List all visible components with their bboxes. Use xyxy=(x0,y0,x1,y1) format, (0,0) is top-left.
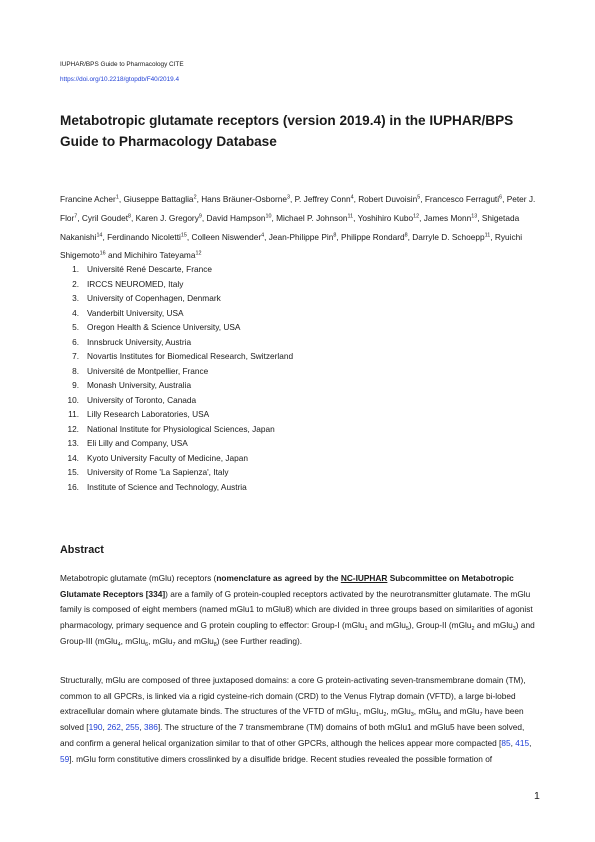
affiliation-item xyxy=(60,465,540,480)
affiliation-item xyxy=(60,364,540,379)
author-name: Robert Duvoisin xyxy=(358,194,418,204)
author xyxy=(123,194,196,204)
affiliation-text: Université René Descarte, France xyxy=(87,264,212,274)
author xyxy=(201,194,290,204)
affiliation-number: 1. xyxy=(72,264,79,274)
affiliation-text: University of Rome 'La Sapienza', Italy xyxy=(87,467,229,477)
author-affiliation-ref: 11 xyxy=(347,213,354,220)
author-name: Shigetada Nakanishi xyxy=(60,212,520,242)
affiliation-item xyxy=(60,393,540,408)
author-name: Peter J. Flor xyxy=(60,194,536,223)
reference-link[interactable]: 262 xyxy=(107,722,121,733)
affiliation-text: University of Copenhagen, Denmark xyxy=(87,293,221,303)
author-affiliation-ref: 3 xyxy=(286,194,290,201)
author-name: Darryle D. Schoepp xyxy=(412,231,485,242)
affiliation-number: 14. xyxy=(67,452,79,463)
affiliation-item xyxy=(60,480,540,495)
author-affiliation-ref: 8 xyxy=(128,213,132,220)
author-name: P. Jeffrey Conn xyxy=(294,194,351,204)
affiliation-number: 16. xyxy=(67,481,79,492)
author-name: Ferdinando Nicoletti xyxy=(107,231,181,242)
affiliation-number: 4. xyxy=(72,307,79,318)
author-affiliation-ref: 7 xyxy=(74,213,78,220)
author xyxy=(206,213,271,223)
affiliation-text: Institute of Science and Technology, Austria xyxy=(87,481,247,492)
reference-link[interactable]: 415 xyxy=(515,737,530,748)
author-affiliation-ref: 12 xyxy=(195,250,202,257)
author-affiliation-ref: 8 xyxy=(333,232,337,239)
affiliation-number: 8. xyxy=(72,365,79,376)
abstract-paragraph-1: Metabotropic glutamate (mGlu) receptors (nomenclature as agreed by the NC-IUPHAR Subcommittee on Metabotropic Glutamate Receptors [334]) are a family of G protein-coupled receptors activated by the neurotransmitter glutamate. The mGlu family is composed of eight members (named mGlu1 to mGlu8) which are divided in three groups based on similarities of agonist pharmacology, primary sequence and G protein coupling to effector: Group-I (mGlu$_1$ and mGlu$_5$), Group-II (mGlu$_2$ and mGlu$_3$) and Group-III (mGlu$_4$, mGlu$_6$, mGlu$_7$ and mGlu$_8$) (see Further reading). xyxy=(60,573,535,648)
affiliation-item xyxy=(60,407,540,422)
author-affiliation-ref: 10 xyxy=(265,213,272,220)
author-affiliation-ref: 16 xyxy=(99,250,106,257)
affiliation-number: 3. xyxy=(72,293,79,303)
affiliation-text: Kyoto University Faculty of Medicine, Japan xyxy=(87,452,248,463)
affiliation-text: University of Toronto, Canada xyxy=(87,394,197,405)
author-name: David Hampson xyxy=(206,212,266,223)
author-name: Karen J. Gregory xyxy=(135,212,199,223)
author-name: Colleen Niswender xyxy=(191,231,262,242)
author-affiliation-ref: 1 xyxy=(115,194,119,201)
affiliation-number: 13. xyxy=(67,438,79,448)
affiliation-number: 6. xyxy=(72,336,79,347)
affiliation-item xyxy=(60,277,540,292)
author-name: Jean-Philippe Pin xyxy=(268,231,334,242)
author xyxy=(276,213,353,223)
author-name: Philippe Rondard xyxy=(340,231,405,242)
affiliation-item xyxy=(60,335,540,350)
author-name: Hans Bräuner-Osborne xyxy=(201,194,287,204)
journal-name: IUPHAR/BPS Guide to Pharmacology CITE xyxy=(60,61,184,68)
author xyxy=(82,213,131,223)
author-affiliation-ref: 13 xyxy=(471,213,478,220)
affiliation-list xyxy=(60,262,540,494)
author xyxy=(124,250,201,260)
author-affiliation-ref: 2 xyxy=(193,194,197,201)
affiliation-text: Oregon Health & Science University, USA xyxy=(87,322,241,332)
affiliation-item xyxy=(60,291,540,306)
author-name: Michihiro Tateyama xyxy=(124,250,196,261)
affiliation-item xyxy=(60,349,540,364)
affiliation-text: Monash University, Australia xyxy=(87,380,192,390)
author-name: Giuseppe Battaglia xyxy=(123,194,194,204)
journal-header xyxy=(60,57,184,87)
affiliation-text: Novartis Institutes for Biomedical Research, Switzerland xyxy=(87,351,294,361)
author xyxy=(60,194,119,204)
abstract-paragraph-2: Structurally, mGlu are composed of three juxtaposed domains: a core G protein-activating seven-transmembrane domain (TM), common to all GPCRs, is linked via a rigid cysteine-rich domain (CRD) to the Venus Flytrap domain (VFTD), a large bi-lobed extracellular domain where glutamate binds. The structures of the VFTD of mGlu$_1$, mGlu$_2$, mGlu$_3$, mGlu$_5$ and mGlu$_7$ have been solved [190, 262, 255, 386]. The structure of the 7 transmembrane (TM) domains of both mGlu1 and mGlu5 have been solved, and confirm a general helical organization similar to that of other GPCRs, although the helices appear more compacted [85, 415, 59]. mGlu form constitutive dimers crosslinked by a disulfide bridge. Recent studies revealed the possible formation of xyxy=(60,675,532,764)
affiliation-number: 12. xyxy=(67,423,79,434)
abstract-heading: Abstract xyxy=(60,544,104,556)
affiliation-text: Université de Montpellier, France xyxy=(87,365,209,376)
affiliation-text: National Institute for Physiological Sciences, Japan xyxy=(87,423,275,434)
author-affiliation-ref: 11 xyxy=(484,232,491,239)
affiliation-number: 9. xyxy=(72,380,79,390)
author xyxy=(412,232,490,242)
author-separator: and xyxy=(105,250,125,261)
affiliation-item xyxy=(60,306,540,321)
author xyxy=(424,213,478,223)
page-number: 1 xyxy=(534,790,540,802)
author xyxy=(358,194,420,204)
author-name: Francesco Ferraguti xyxy=(424,194,500,204)
affiliation-item xyxy=(60,378,540,393)
author-list: Francine Acher$^1$, Giuseppe Battaglia$^2$, Hans Bräuner-Osborne$^3$, P. Jeffrey Conn$^4$, Robert Duvoisin$^5$, Francesco Ferraguti$^6$, Peter J. Flor$^7$, Cyril Goudet$^8$, Karen J. Gregory$^9$, David Hampson$^{10}$, Michael P. Johnson$^{11}$, Yoshihiro Kubo$^{12}$, James Monn$^{13}$, Shigetada Nakanishi$^{14}$, Ferdinando Nicoletti$^{15}$, Colleen Niswender$^4$, Jean-Philippe Pin$^8$, Philippe Rondard$^8$, Darryle D. Schoepp$^{11}$, Ryuichi Shigemoto$^{16}$ and Michihiro Tateyama$^{12}$ xyxy=(60,194,536,261)
affiliation-number: 10. xyxy=(67,394,79,405)
doi-link[interactable]: https://doi.org/10.2218/gtopdb/F40/2019.4 xyxy=(60,76,180,83)
affiliation-text: Lilly Research Laboratories, USA xyxy=(87,409,210,419)
affiliation-item xyxy=(60,422,540,437)
author-name: Yoshihiro Kubo xyxy=(357,212,414,223)
reference-link[interactable]: 190 xyxy=(88,722,103,733)
author xyxy=(295,194,354,204)
author-affiliation-ref: 4 xyxy=(261,232,265,239)
reference-link[interactable]: 85 xyxy=(501,737,511,748)
author-name: James Monn xyxy=(423,212,472,223)
author-affiliation-ref: 15 xyxy=(180,232,187,239)
paper-title: Metabotropic glutamate receptors (version 2019.4) in the IUPHAR/BPS Guide to Pharmacology Database xyxy=(60,113,514,149)
author xyxy=(425,194,502,204)
reference-group-2: 85, 415, 59 xyxy=(60,737,532,764)
author xyxy=(191,232,264,242)
author-affiliation-ref: 5 xyxy=(417,194,421,201)
affiliation-item xyxy=(60,436,540,451)
affiliation-item xyxy=(60,451,540,466)
reference-group-1: 190, 262, 255, 386 xyxy=(88,722,158,733)
author-name: Francine Acher xyxy=(60,194,116,204)
reference-link[interactable]: 386 xyxy=(144,722,158,733)
author xyxy=(341,232,408,242)
affiliation-text: Eli Lilly and Company, USA xyxy=(87,438,188,448)
author-affiliation-ref: 8 xyxy=(404,232,408,239)
affiliation-text: IRCCS NEUROMED, Italy xyxy=(87,278,184,289)
affiliation-item xyxy=(60,320,540,335)
affiliation-text: Innsbruck University, Austria xyxy=(87,336,192,347)
author-name: Michael P. Johnson xyxy=(276,212,348,223)
nc-iuphar-link[interactable]: NC-IUPHAR xyxy=(340,573,388,583)
author xyxy=(136,213,202,223)
author-name: Ryuichi Shigemoto xyxy=(60,231,523,261)
reference-link[interactable]: 59 xyxy=(60,753,70,764)
author xyxy=(269,232,337,242)
reference-link[interactable]: 255 xyxy=(125,722,140,733)
author-affiliation-ref: 12 xyxy=(413,213,420,220)
affiliation-number: 2. xyxy=(72,278,79,289)
affiliation-number: 5. xyxy=(72,322,79,332)
author-affiliation-ref: 6 xyxy=(499,194,503,201)
nomenclature-statement: nomenclature as agreed by the NC-IUPHAR Subcommittee on Metabotropic Glutamate Receptors [334] xyxy=(60,573,514,599)
author xyxy=(358,213,420,223)
affiliation-item xyxy=(60,262,540,277)
author-affiliation-ref: 9 xyxy=(198,213,202,220)
affiliation-number: 15. xyxy=(67,467,79,477)
affiliation-number: 7. xyxy=(72,351,79,361)
author-affiliation-ref: 4 xyxy=(350,194,354,201)
affiliation-number: 11. xyxy=(68,409,79,419)
author xyxy=(107,232,187,242)
affiliation-text: Vanderbilt University, USA xyxy=(87,307,184,318)
author-affiliation-ref: 14 xyxy=(96,232,103,239)
author-name: Cyril Goudet xyxy=(81,212,129,223)
